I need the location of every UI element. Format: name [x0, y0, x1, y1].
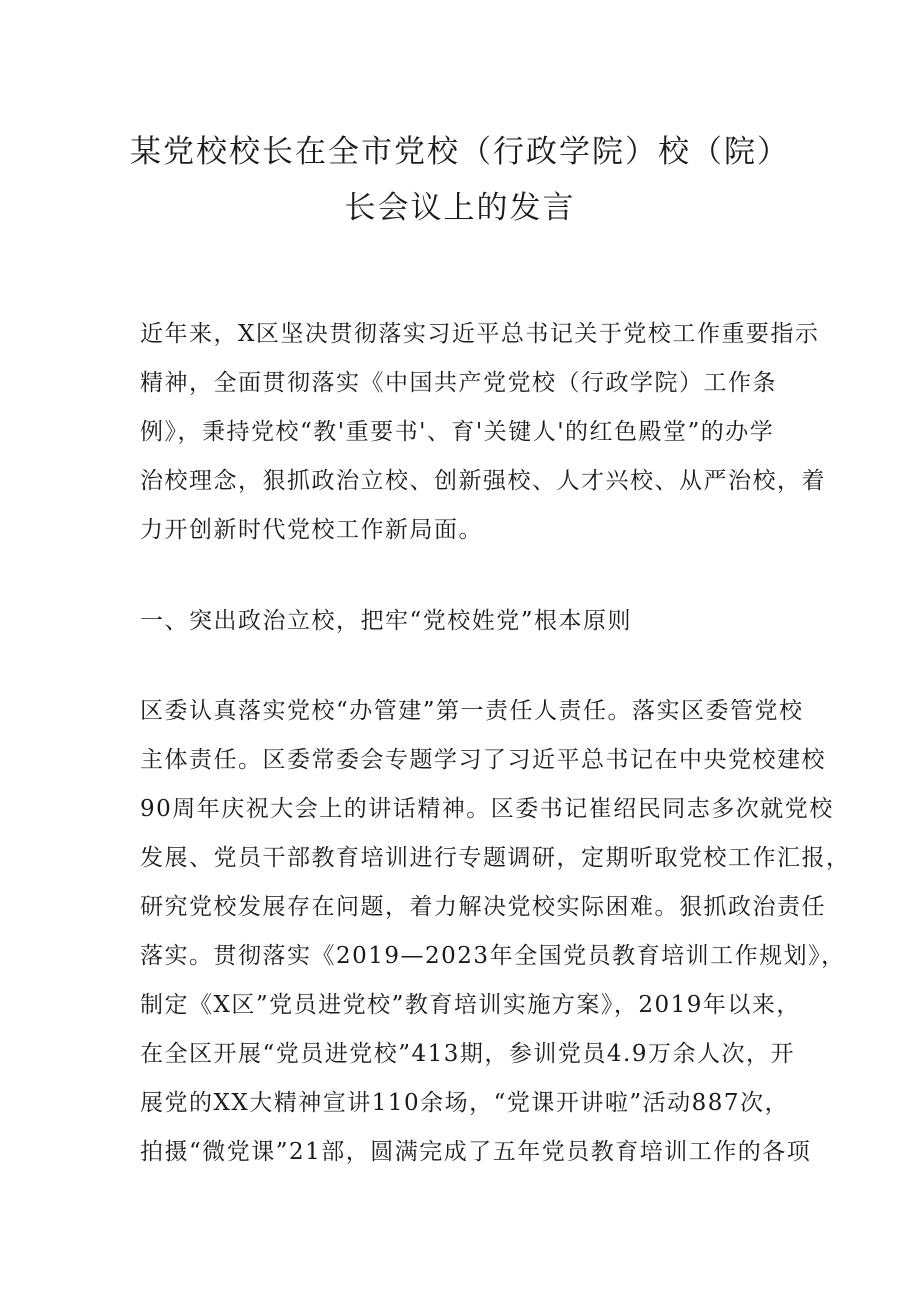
paragraph-line: 拍摄“微党课”21部，圆满完成了五年党员教育培训工作的各项	[140, 1139, 812, 1165]
paragraph-line: 治校理念，狠抓政治立校、创新强校、人才兴校、从严治校，着	[140, 468, 826, 494]
paragraph-line: 精神，全面贯彻落实《中国共产党党校（行政学院）工作条	[140, 370, 777, 396]
paragraph-line: 发展、党员干部教育培训进行专题调研，定期听取党校工作汇报，	[140, 845, 851, 871]
paragraph-line: 近年来，X区坚决贯彻落实习近平总书记关于党校工作重要指示	[140, 321, 820, 347]
paragraph-line: 在全区开展“党员进党校”413期，参训党员4.9万余人次，开	[140, 1041, 795, 1067]
paragraph-line: 例》，秉持党校“教'重要书'、育'关键人'的红色殿堂”的办学	[140, 419, 775, 445]
paragraph-line: 展党的XX大精神宣讲110余场，“党课开讲啦”活动887次，	[140, 1090, 790, 1116]
intro-paragraph	[140, 310, 826, 555]
document-title-line-2: 长会议上的发言	[344, 190, 576, 226]
document-title-line-1: 某党校校长在全市党校（行政学院）校（院）	[130, 134, 790, 170]
paragraph-line: 主体责任。区委常委会专题学习了习近平总书记在中央党校建校	[140, 747, 826, 773]
paragraph-line: 研究党校发展存在问题，着力解决党校实际困难。狠抓政治责任	[140, 894, 826, 920]
paragraph-line: 90周年庆祝大会上的讲话精神。区委书记崔绍民同志多次就党校	[140, 796, 834, 822]
section-heading-1: 一、突出政治立校，把牢“党校姓党”根本原则	[140, 608, 633, 634]
paragraph-line: 区委认真落实党校“办管建”第一责任人责任。落实区委管党校	[140, 698, 804, 724]
section-1-paragraph	[140, 687, 851, 1177]
paragraph-line: 落实。贯彻落实《2019—2023年全国党员教育培训工作规划》，	[140, 943, 846, 969]
paragraph-line: 力开创新时代党校工作新局面。	[140, 517, 483, 543]
paragraph-line: 制定《X区”党员进党校”教育培训实施方案》，2019年以来，	[140, 992, 801, 1018]
